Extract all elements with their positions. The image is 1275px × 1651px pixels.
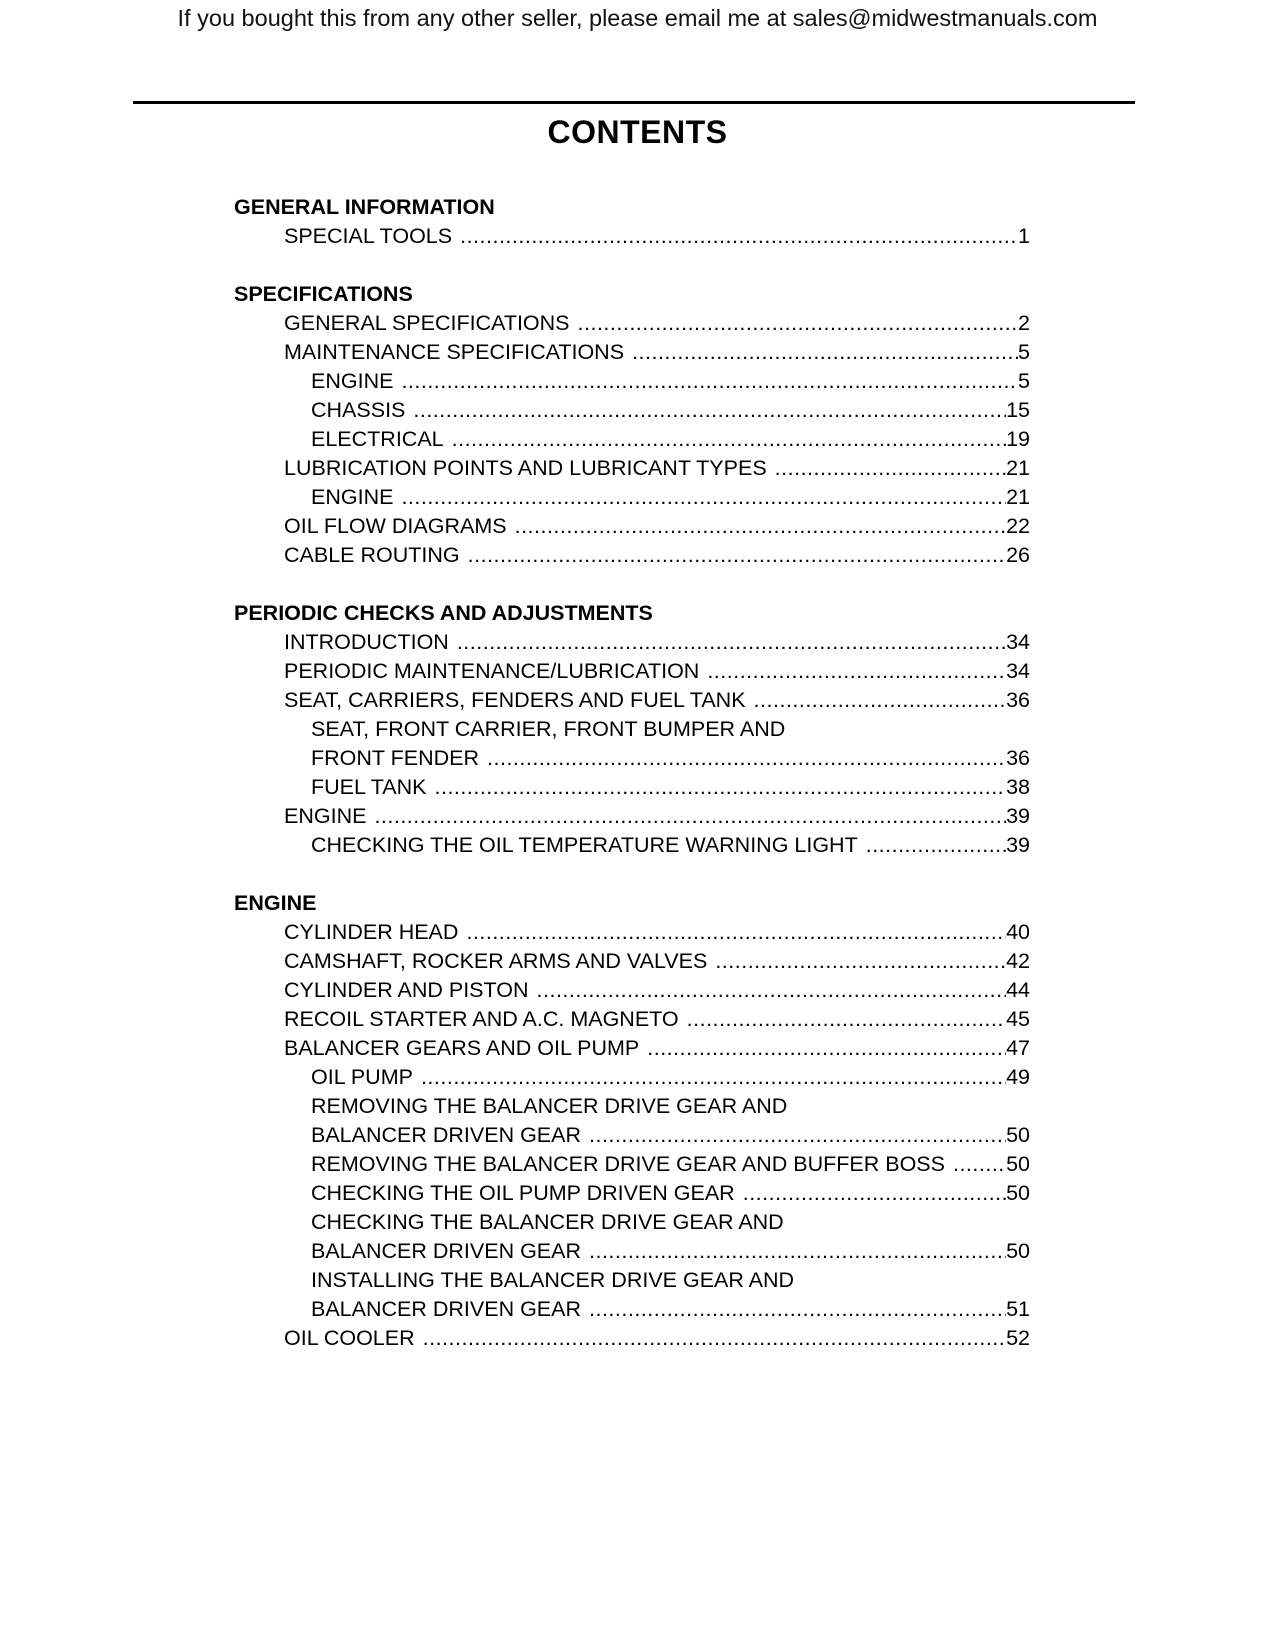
page-number: 39: [1006, 804, 1030, 828]
dot-leader: [537, 976, 1007, 1005]
dot-leader: [632, 338, 1018, 367]
toc-entry[interactable]: [234, 1005, 1030, 1034]
entry-label: ELECTRICAL: [311, 427, 444, 451]
page-number: 5: [1018, 340, 1030, 364]
toc-entry[interactable]: [234, 483, 1030, 512]
entry-label: CHECKING THE OIL PUMP DRIVEN GEAR: [311, 1181, 735, 1205]
entry-label: CHECKING THE OIL TEMPERATURE WARNING LIGHT: [311, 833, 858, 857]
entry-label: FUEL TANK: [311, 775, 427, 799]
toc-entry[interactable]: [234, 338, 1030, 367]
table-of-contents: [234, 193, 1030, 1382]
toc-entry[interactable]: [234, 773, 1030, 802]
entry-label: OIL COOLER: [284, 1326, 415, 1350]
dot-leader: [374, 802, 1006, 831]
entry-label: FRONT FENDER: [311, 746, 480, 770]
toc-entry[interactable]: [234, 541, 1030, 570]
page-number: 52: [1006, 1326, 1030, 1350]
toc-entry[interactable]: [234, 454, 1030, 483]
page-number: 40: [1006, 920, 1030, 944]
page-number: 45: [1006, 1007, 1030, 1031]
entry-label: CABLE ROUTING: [284, 543, 460, 567]
toc-entry[interactable]: [234, 802, 1030, 831]
page-number: 34: [1006, 630, 1030, 654]
entry-label-line1: CHECKING THE BALANCER DRIVE GEAR AND: [311, 1210, 784, 1234]
dot-leader: [460, 222, 1018, 251]
dot-leader: [953, 1150, 1006, 1179]
entry-label: RECOIL STARTER AND A.C. MAGNETO: [284, 1007, 679, 1031]
dot-leader: [707, 657, 1006, 686]
page-number: 50: [1006, 1239, 1030, 1263]
entry-label: GENERAL SPECIFICATIONS: [284, 311, 570, 335]
page-number: 34: [1006, 659, 1030, 683]
toc-entry[interactable]: [234, 947, 1030, 976]
page-number: 19: [1006, 427, 1030, 451]
dot-leader: [687, 1005, 1006, 1034]
toc-entry[interactable]: [234, 367, 1030, 396]
page-number: 21: [1006, 456, 1030, 480]
dot-leader: [421, 1063, 1006, 1092]
page-number: 1: [1018, 224, 1030, 248]
toc-entry[interactable]: [234, 1295, 1030, 1324]
page-number: 38: [1006, 775, 1030, 799]
section-heading: SPECIFICATIONS: [234, 282, 413, 306]
entry-label: REMOVING THE BALANCER DRIVE GEAR AND BUFFER BOSS: [311, 1152, 945, 1176]
page-title: CONTENTS: [547, 114, 728, 150]
entry-label: OIL PUMP: [311, 1065, 413, 1089]
dot-leader: [515, 512, 1006, 541]
entry-label: OIL FLOW DIAGRAMS: [284, 514, 507, 538]
entry-label: BALANCER DRIVEN GEAR: [311, 1239, 582, 1263]
dot-leader: [487, 744, 1006, 773]
entry-label: INTRODUCTION: [284, 630, 449, 654]
entry-label-line1: REMOVING THE BALANCER DRIVE GEAR AND: [311, 1094, 788, 1118]
toc-entry[interactable]: [234, 918, 1030, 947]
entry-label-line1: INSTALLING THE BALANCER DRIVE GEAR AND: [311, 1268, 795, 1292]
entry-label-line1: SEAT, FRONT CARRIER, FRONT BUMPER AND: [311, 717, 786, 741]
entry-label: CAMSHAFT, ROCKER ARMS AND VALVES: [284, 949, 708, 973]
toc-entry[interactable]: [234, 1034, 1030, 1063]
toc-entry[interactable]: [234, 831, 1030, 860]
entry-label: ENGINE: [284, 804, 367, 828]
page-number: 51: [1006, 1297, 1030, 1321]
toc-entry[interactable]: [234, 1324, 1030, 1353]
dot-leader: [435, 773, 1007, 802]
page-number: 44: [1006, 978, 1030, 1002]
toc-entry[interactable]: [234, 744, 1030, 773]
page-number: 47: [1006, 1036, 1030, 1060]
header-rule: [133, 101, 1135, 104]
dot-leader: [589, 1121, 1006, 1150]
page-number: 26: [1006, 543, 1030, 567]
entry-label: BALANCER DRIVEN GEAR: [311, 1297, 582, 1321]
entry-label: LUBRICATION POINTS AND LUBRICANT TYPES: [284, 456, 767, 480]
entry-label: ENGINE: [311, 485, 394, 509]
entry-label: CYLINDER HEAD: [284, 920, 459, 944]
dot-leader: [401, 483, 1006, 512]
dot-leader: [457, 628, 1006, 657]
section-heading: GENERAL INFORMATION: [234, 195, 495, 219]
page-number: 21: [1006, 485, 1030, 509]
page-number: 2: [1018, 311, 1030, 335]
entry-label: SPECIAL TOOLS: [284, 224, 453, 248]
entry-label: PERIODIC MAINTENANCE/LUBRICATION: [284, 659, 700, 683]
toc-entry[interactable]: [234, 1121, 1030, 1150]
page-number: 39: [1006, 833, 1030, 857]
page-number: 42: [1006, 949, 1030, 973]
page-number: 50: [1006, 1181, 1030, 1205]
toc-section-general-information: [234, 193, 1030, 251]
toc-section-periodic-checks: [234, 599, 1030, 860]
toc-section-specifications: [234, 280, 1030, 570]
page-number: 5: [1018, 369, 1030, 393]
dot-leader: [866, 831, 1006, 860]
entry-label: ENGINE: [311, 369, 394, 393]
entry-label: MAINTENANCE SPECIFICATIONS: [284, 340, 625, 364]
toc-entry[interactable]: [234, 1150, 1030, 1179]
toc-entry[interactable]: [234, 396, 1030, 425]
section-heading: PERIODIC CHECKS AND ADJUSTMENTS: [234, 601, 653, 625]
toc-entry[interactable]: [234, 1179, 1030, 1208]
dot-leader: [423, 1324, 1006, 1353]
dot-leader: [715, 947, 1006, 976]
page-number: 36: [1006, 746, 1030, 770]
dot-leader: [466, 918, 1006, 947]
toc-entry[interactable]: [234, 222, 1030, 251]
dot-leader: [589, 1237, 1006, 1266]
toc-entry[interactable]: [234, 1063, 1030, 1092]
toc-entry[interactable]: [234, 512, 1030, 541]
toc-entry[interactable]: [234, 309, 1030, 338]
toc-entry[interactable]: [234, 976, 1030, 1005]
dot-leader: [413, 396, 1006, 425]
dot-leader: [754, 686, 1007, 715]
dot-leader: [401, 367, 1018, 396]
dot-leader: [452, 425, 1006, 454]
entry-label: CHASSIS: [311, 398, 406, 422]
dot-leader: [743, 1179, 1006, 1208]
entry-label: BALANCER DRIVEN GEAR: [311, 1123, 582, 1147]
dot-leader: [775, 454, 1006, 483]
page-number: 22: [1006, 514, 1030, 538]
section-heading: ENGINE: [234, 891, 317, 915]
dot-leader: [647, 1034, 1006, 1063]
page-number: 36: [1006, 688, 1030, 712]
seller-notice: If you bought this from any other seller, please email me at sales@midwestmanuals.com: [177, 5, 1098, 31]
dot-leader: [578, 309, 1019, 338]
toc-section-engine: [234, 889, 1030, 1353]
toc-entry[interactable]: [234, 686, 1030, 715]
page-number: 50: [1006, 1123, 1030, 1147]
dot-leader: [589, 1295, 1006, 1324]
toc-entry[interactable]: [234, 628, 1030, 657]
entry-label: BALANCER GEARS AND OIL PUMP: [284, 1036, 640, 1060]
toc-entry[interactable]: [234, 1237, 1030, 1266]
entry-label: CYLINDER AND PISTON: [284, 978, 529, 1002]
entry-label: SEAT, CARRIERS, FENDERS AND FUEL TANK: [284, 688, 746, 712]
page-number: 15: [1006, 398, 1030, 422]
dot-leader: [468, 541, 1006, 570]
page-number: 49: [1006, 1065, 1030, 1089]
page-number: 50: [1006, 1152, 1030, 1176]
toc-entry[interactable]: [234, 425, 1030, 454]
toc-entry[interactable]: [234, 657, 1030, 686]
